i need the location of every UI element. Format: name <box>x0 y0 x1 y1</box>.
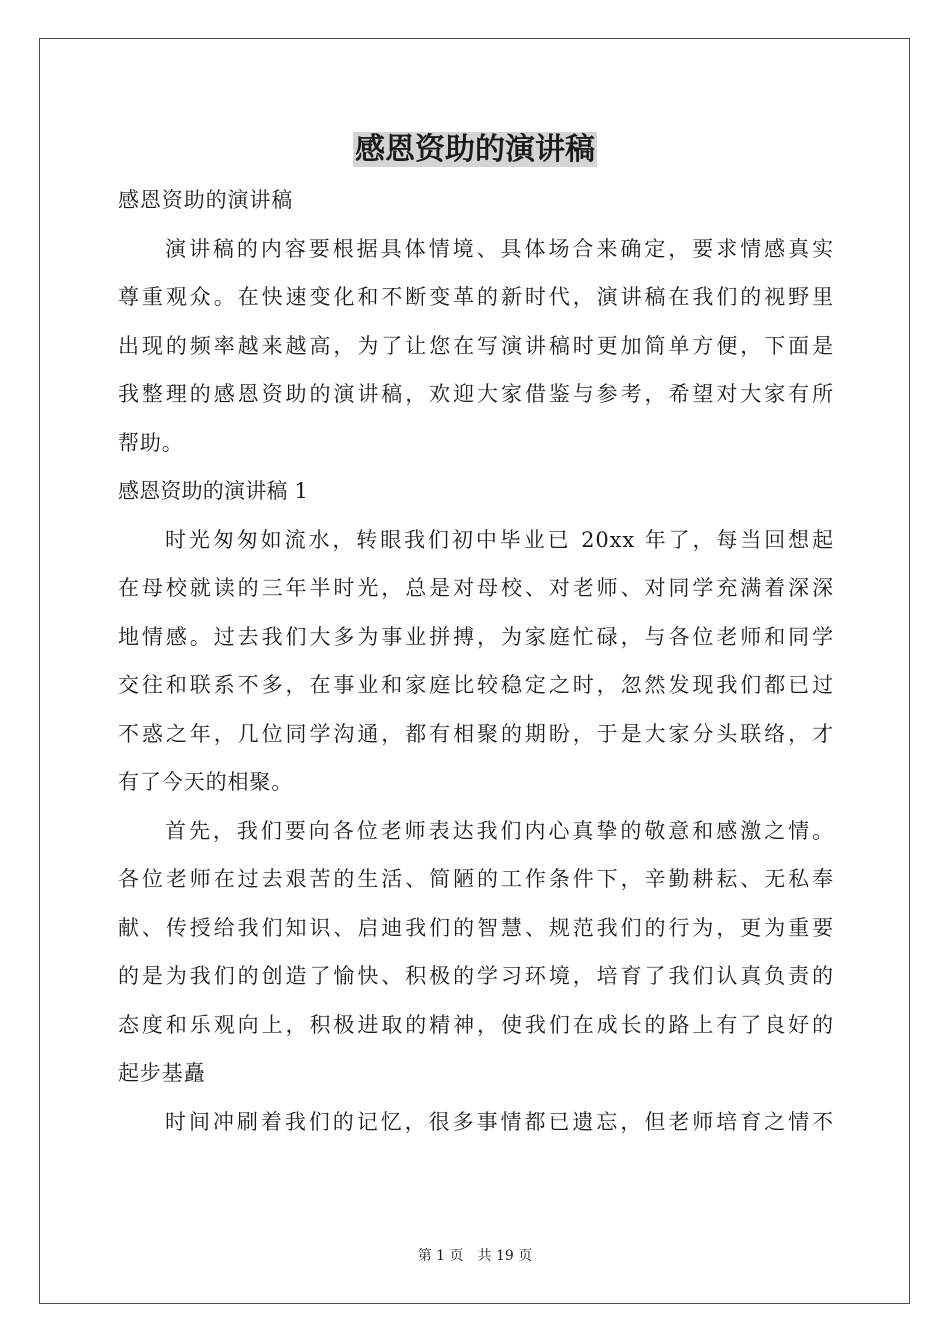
paragraph-line: 在母校就读的三年半时光，总是对母校、对老师、对同学充满着深深 <box>118 576 834 600</box>
paragraph-line: 交往和联系不多，在事业和家庭比较稳定之时，忽然发现我们都已过 <box>118 673 834 697</box>
paragraph-line: 的是为我们的创造了愉快、积极的学习环境，培育了我们认真负责的 <box>118 964 834 988</box>
document-title-text: 感恩资助的演讲稿 <box>355 132 595 167</box>
paragraph-line: 时光匆匆如流水，转眼我们初中毕业已 20xx 年了，每当回想起 <box>165 527 834 552</box>
paragraph-line: 各位老师在过去艰苦的生活、简陋的工作条件下，辛勤耕耘、无私奉 <box>118 867 834 891</box>
paragraph-line: 我整理的感恩资助的演讲稿，欢迎大家借鉴与参考，希望对大家有所 <box>118 382 834 406</box>
page-total: 共 19 页 <box>477 1248 533 1264</box>
page-footer <box>0 1246 950 1266</box>
paragraph-line: 帮助。 <box>118 430 184 455</box>
paragraph-line: 有了今天的相聚。 <box>118 770 294 794</box>
section-heading: 感恩资助的演讲稿 <box>118 188 294 212</box>
page-number: 第 1 页 <box>417 1248 464 1264</box>
paragraph-line: 尊重观众。在快速变化和不断变革的新时代，演讲稿在我们的视野里 <box>118 285 834 309</box>
paragraph-line: 出现的频率越来越高，为了让您在写演讲稿时更加简单方便，下面是 <box>118 333 834 358</box>
paragraph-line: 首先，我们要向各位老师表达我们内心真挚的敬意和感激之情。 <box>165 818 834 843</box>
section-heading: 感恩资助的演讲稿 1 <box>118 479 309 503</box>
paragraph-line: 起步基矗 <box>118 1061 206 1085</box>
document-title <box>0 128 950 172</box>
paragraph-line: 演讲稿的内容要根据具体情境、具体场合来确定，要求情感真实 <box>165 236 834 261</box>
paragraph-line: 地情感。过去我们大多为事业拼搏，为家庭忙碌，与各位老师和同学 <box>118 624 834 649</box>
paragraph-line: 献、传授给我们知识、启迪我们的智慧、规范我们的行为，更为重要 <box>118 915 834 940</box>
paragraph-line: 时间冲刷着我们的记忆，很多事情都已遗忘，但老师培育之情不 <box>165 1109 834 1134</box>
document-body <box>118 176 834 1146</box>
paragraph-line: 不惑之年，几位同学沟通，都有相聚的期盼，于是大家分头联络，才 <box>118 721 834 746</box>
paragraph-line: 态度和乐观向上，积极进取的精神，使我们在成长的路上有了良好的 <box>118 1012 834 1037</box>
